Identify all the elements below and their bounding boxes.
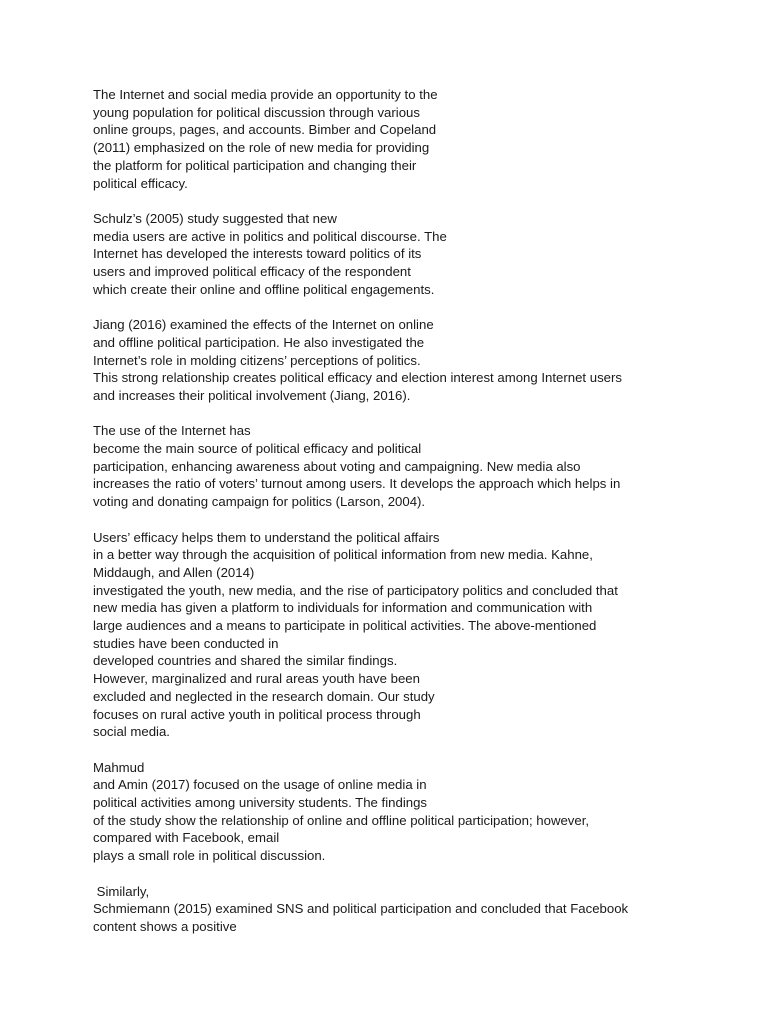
text-line: participation, enhancing awareness about voting and campaigning. New media also <box>93 458 581 474</box>
text-line: new media has given a platform to individuals for information and communication with <box>93 600 593 616</box>
text-line: (2011) emphasized on the role of new media for providing <box>93 140 430 156</box>
text-line: The use of the Internet has <box>93 423 251 439</box>
text-line: young population for political discussion through various <box>93 104 420 120</box>
text-line: Internet has developed the interests toward politics of its <box>93 246 422 262</box>
text-line: investigated the youth, new media, and the rise of participatory politics and concluded that <box>93 582 618 598</box>
text-line: Mahmud <box>93 759 145 775</box>
text-line: Users’ efficacy helps them to understand the political affairs <box>93 529 440 545</box>
paragraph <box>93 529 693 741</box>
paragraph <box>93 210 693 299</box>
text-line: users and improved political efficacy of the respondent <box>93 264 411 280</box>
text-line: and offline political participation. He also investigated the <box>93 334 425 350</box>
text-line: media users are active in politics and political discourse. The <box>93 228 447 244</box>
text-line: studies have been conducted in <box>93 635 279 651</box>
paragraph <box>93 316 693 405</box>
text-line: of the study show the relationship of online and offline political participation; however, <box>93 812 590 828</box>
text-line: Internet’s role in molding citizens’ perceptions of politics. <box>93 352 421 368</box>
text-line: voting and donating campaign for politics (Larson, 2004). <box>93 494 426 510</box>
text-line: in a better way through the acquisition of political information from new media. Kahne, <box>93 547 593 563</box>
text-line: focuses on rural active youth in political process through <box>93 706 421 722</box>
text-line: become the main source of political efficacy and political <box>93 441 422 457</box>
text-line: Schulz’s (2005) study suggested that new <box>93 210 337 226</box>
text-line: compared with Facebook, email <box>93 830 280 846</box>
text-line: the platform for political participation and changing their <box>93 157 417 173</box>
paragraph <box>93 883 693 936</box>
text-line: plays a small role in political discussion. <box>93 848 326 864</box>
text-line: and Amin (2017) focused on the usage of online media in <box>93 777 427 793</box>
text-line: The Internet and social media provide an opportunity to the <box>93 87 438 102</box>
document-text-body <box>93 86 693 953</box>
text-line: content shows a positive <box>93 918 237 934</box>
text-line: Jiang (2016) examined the effects of the Internet on online <box>93 317 434 333</box>
text-line: Middaugh, and Allen (2014) <box>93 564 255 580</box>
text-line: large audiences and a means to participate in political activities. The above-mentioned <box>93 618 597 634</box>
text-line: Similarly, <box>93 883 150 899</box>
text-line: excluded and neglected in the research domain. Our study <box>93 688 435 704</box>
text-line: which create their online and offline political engagements. <box>93 281 435 297</box>
text-line: political efficacy. <box>93 175 188 191</box>
paragraph <box>93 422 693 511</box>
paragraph <box>93 86 693 192</box>
text-line: social media. <box>93 724 170 740</box>
paragraph <box>93 759 693 865</box>
text-line: This strong relationship creates political efficacy and election interest among Internet users <box>93 370 623 386</box>
text-line: However, marginalized and rural areas youth have been <box>93 671 420 687</box>
text-line: developed countries and shared the similar findings. <box>93 653 398 669</box>
text-line: online groups, pages, and accounts. Bimber and Copeland <box>93 122 437 138</box>
text-line: and increases their political involvement (Jiang, 2016). <box>93 387 411 403</box>
text-line: political activities among university students. The findings <box>93 795 428 811</box>
text-line: increases the ratio of voters’ turnout among users. It develops the approach which helps in <box>93 476 621 492</box>
text-line: Schmiemann (2015) examined SNS and political participation and concluded that Facebook <box>93 901 629 917</box>
